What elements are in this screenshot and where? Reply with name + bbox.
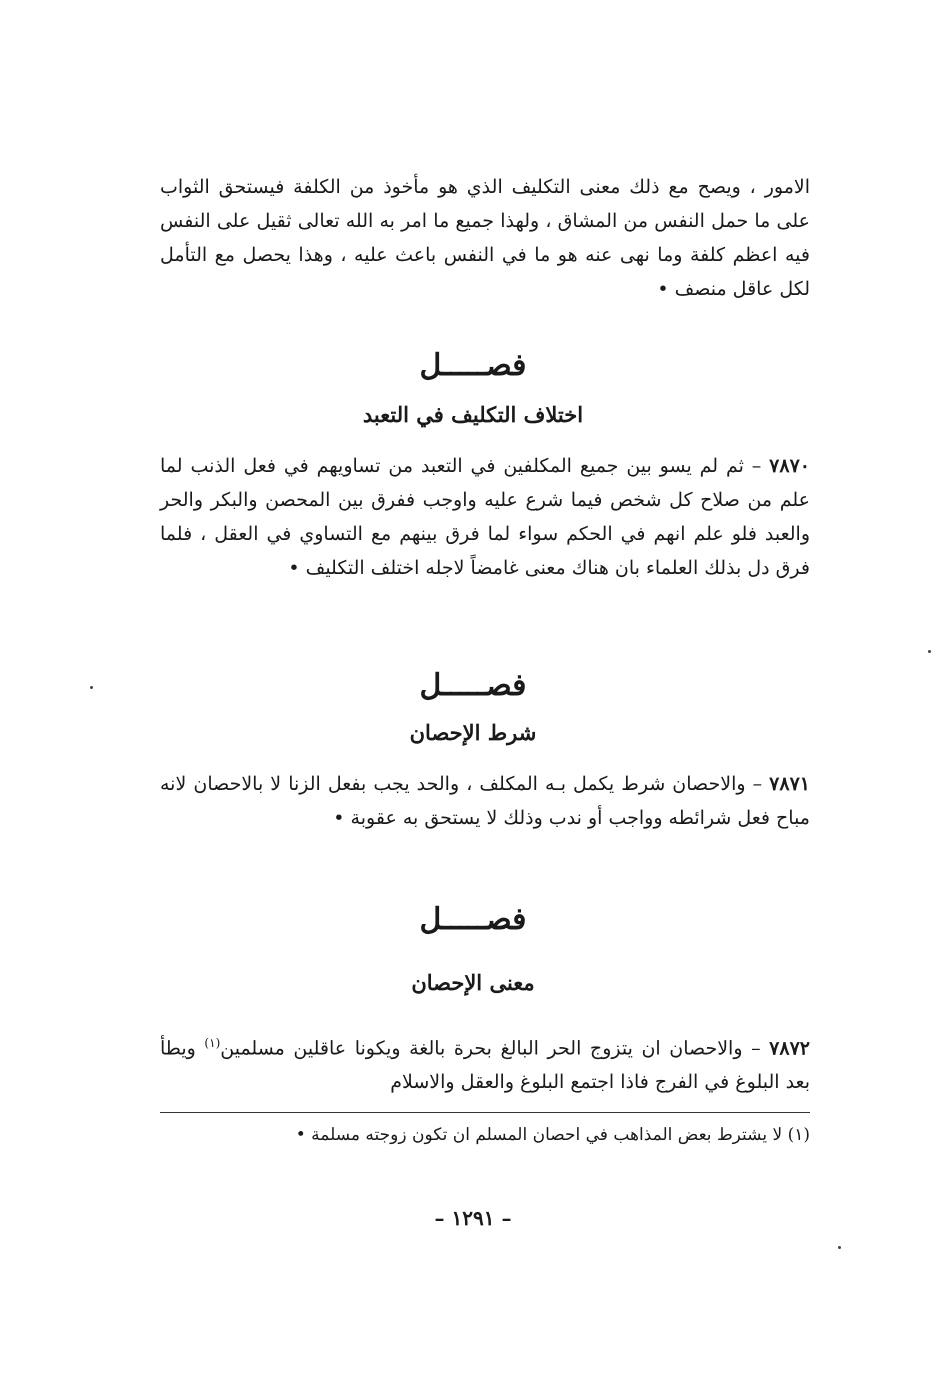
paragraph-number: ٧٨٧٢ xyxy=(769,1037,810,1060)
intro-paragraph xyxy=(160,170,810,306)
paragraph-text: – والاحصان ان يتزوج الحر البالغ بحرة بالغة ويكونا عاقلين مسلمين xyxy=(220,1037,761,1060)
paragraph-text: – والاحصان شرط يكمل بـه المكلف ، والحد يجب بفعل الزنا لا بالاحصان لانه مباح فعل شرائطه وواجب أو ندب وذلك لا يستحق به عقوبة • xyxy=(160,773,810,829)
section-marker-3: فصـــــل xyxy=(419,902,527,937)
section-title-1: اختلاف التكليف في التعبد xyxy=(362,402,584,427)
scan-speck xyxy=(90,686,93,689)
section-marker-2: فصـــــل xyxy=(419,668,527,703)
section-title-2: شرط الإحصان xyxy=(409,720,537,745)
paragraph-7870 xyxy=(160,449,810,585)
footnote-reference: (١) xyxy=(204,1036,221,1050)
scan-speck xyxy=(838,1246,841,1249)
paragraph-7871 xyxy=(160,767,810,835)
scan-speck xyxy=(928,650,931,653)
paragraph-text: – ثم لم يسو بين جميع المكلفين في التعبد من تساويهم في فعل الذنب لما علم من صلاح كل شخص فيما شرع عليه واوجب ففرق بين المحصن والبكر والحر والعبد فلو علم انهم في الحكم سواء لما فرق بينهم مع التساوي في العقل ، فلما فرق دل بذلك العلماء بان هناك معنى غامضاً لاجله اختلف التكليف • xyxy=(160,455,810,579)
intro-text: الامور ، ويصح مع ذلك معنى التكليف الذي هو مأخوذ من الكلفة فيستحق الثواب على ما حمل النفس من المشاق ، ولهذا جميع ما امر به الله تعالى ثقيل على النفس فيه اعظم كلفة وما نهى عنه هو ما في النفس باعث عليه ، وهذا يحصل مع التأمل لكل عاقل منصف • xyxy=(160,176,810,300)
footnote-divider xyxy=(160,1112,810,1113)
paragraph-number: ٧٨٧١ xyxy=(769,773,810,795)
section-title-3: معنى الإحصان xyxy=(411,970,535,995)
page-number: – ١٢٩١ – xyxy=(434,1206,512,1230)
section-marker-1: فصـــــل xyxy=(419,348,527,383)
paragraph-number: ٧٨٧٠ xyxy=(769,455,810,477)
paragraph-text-continued: ويطأ بعد البلوغ في الفرج فاذا اجتمع البلوغ والعقل والاسلام xyxy=(160,1037,810,1094)
footnote: (١) لا يشترط بعض المذاهب في احصان المسلم ان تكون زوجته مسلمة • xyxy=(295,1125,810,1145)
paragraph-7872 xyxy=(160,1026,810,1099)
